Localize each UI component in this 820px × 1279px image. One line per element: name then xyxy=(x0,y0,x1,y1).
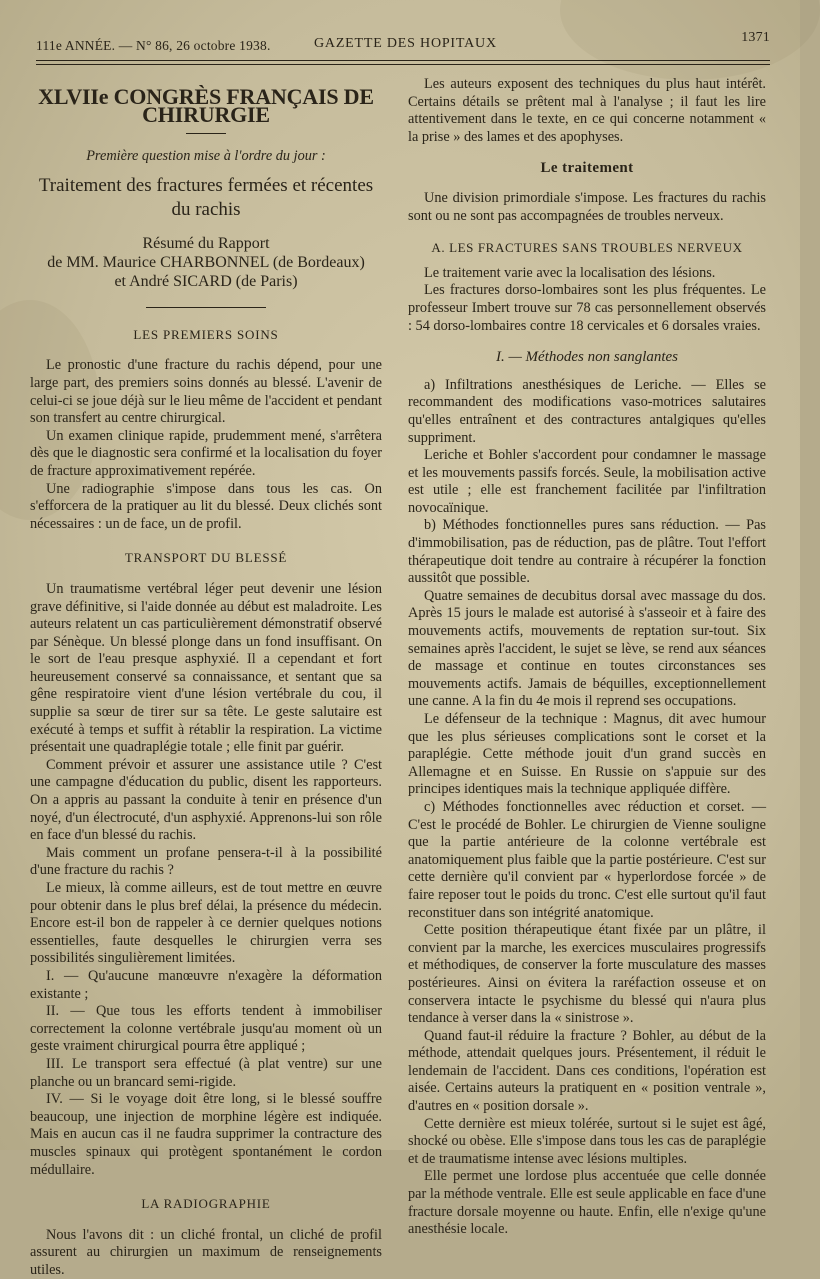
paragraph: Quatre semaines de decubitus dorsal avec massage du dos. Après 15 jours le malade est autorisé à s'asseoir et à faire des mouvements actifs, mouvements de reptation sur-tout. Six semaines après l'accident, le sujet se lève, se rend aux séances de massage et continue en toutes circonstances ses mouvements actifs. Jamais de béquilles, exceptionnellement une canne. A la fin du 4e mois il reprend ses occupations. xyxy=(408,587,766,710)
issue-info: 111e ANNÉE. — N° 86, 26 octobre 1938. xyxy=(36,38,271,53)
heading-methodes-non-sanglantes: I. — Méthodes non sanglantes xyxy=(495,349,679,366)
list-item-4: IV. — Si le voyage doit être long, si le blessé souffre beaucoup, une injection de morphine légère est indiquée. Mais en aucun cas il ne faudra supprimer la contracture des muscles spinaux qui protègent spontanément le cordon médullaire. xyxy=(30,1091,382,1178)
paragraph: Le pronostic d'une fracture du rachis dépend, pour une large part, des premiers soins donnés au blessé. L'avenir de celui-ci se joue déjà sur le lieu même de l'accident et pendant son transfert au centre chirurgical. xyxy=(30,357,382,427)
resume-line-2: de MM. Maurice CHARBONNEL (de Bordeaux) xyxy=(47,253,365,271)
paragraph: Une division primordiale s'impose. Les fractures du rachis sont ou ne sont pas accompagnées de troubles nerveux. xyxy=(408,189,766,224)
paragraph: Comment prévoir et assurer une assistance utile ? C'est une campagne d'éducation du public, disent les rapporteurs. On a appris au passant la conduite à tenir en présence d'un noyé, d'un électrocuté, d'un asphyxié. Apprenons-lui son rôle en face d'un blessé du rachis. xyxy=(30,756,382,844)
paragraph: c) Méthodes fonctionnelles avec réduction et corset. — C'est le procédé de Bohler. Le chirurgien de Vienne souligne que la partie antérieure de la colonne vertébrale est anatomiquement plus faible que la partie postérieure. C'est sur cette dernière qu'il convient par « hyperlordose forcée » de faire reposer tout le poids du tronc. C'est elle surtout qu'il faut reconstituer dans son intégrité anatomique. xyxy=(408,798,766,921)
question-line: Première question mise à l'ordre du jour : xyxy=(86,148,326,165)
topic-line-2: du rachis xyxy=(171,198,241,220)
left-column xyxy=(30,76,382,1279)
heading-traitement: Le traitement xyxy=(540,160,634,177)
page-header xyxy=(36,30,770,56)
paragraph: a) Infiltrations anesthésiques de Leriche. — Elles se recommandent des modifications vaso-motrices salutaires qu'elles entraînent et des contractures antalgiques qu'elles suppriment. xyxy=(408,376,766,446)
article-topic xyxy=(30,174,382,222)
report-summary-heading xyxy=(30,234,382,291)
paragraph: Cette dernière est mieux tolérée, surtout si le sujet est âgé, shocké ou obèse. Elle s'impose dans tous les cas de paraplégie et de traumatisme intense avec lésions multiples. xyxy=(408,1115,766,1167)
heading-sans-troubles: A. LES FRACTURES SANS TROUBLES NERVEUX xyxy=(431,240,743,256)
paragraph: Une radiographie s'impose dans tous les cas. On s'efforcera de la pratiquer au lit du blessé. Deux clichés sont nécessaires : un de face, un de profil. xyxy=(30,480,382,532)
paragraph: Leriche et Bohler s'accordent pour condamner le massage et les mouvements passifs forcés. Seule, la mobilisation active est utile ; elle est franchement facilitée par l'infiltration novocaïnique. xyxy=(408,447,766,516)
journal-title: GAZETTE DES HOPITAUX xyxy=(314,36,497,51)
paragraph: Cette position thérapeutique étant fixée par un plâtre, il convient par la marche, les exercices musculaires progressifs et méthodiques, de conserver la forte musculature des masses postérieures. Ainsi on évitera la raréfaction osseuse et on conservera intacte le psychisme du blessé qui n'aura plus tendance à verser dans la « sinistrose ». xyxy=(408,922,766,1027)
header-rule-thin xyxy=(36,64,770,65)
paragraph: Un traumatisme vertébral léger peut devenir une lésion grave définitive, si l'aide donnée au début est maladroite. Les auteurs relatent un cas particulièrement démonstratif observé par Sénèque. Un blessé plonge dans un fond insuffisant. On le sort de l'eau presque asphyxié. Il a cependant et fort heureusement conservé sa connaissance, et sentant que sa gêne respiratoire vient d'une lésion vertébrale du cou, il supplie sa sœur de tirer sur sa tête. Le geste salutaire est exécuté à temps et suffit à rétablir la respiration. La victime présentait une quadraplégie totale ; elle finit par guérir. xyxy=(30,580,382,756)
paragraph: Les auteurs exposent des techniques du plus haut intérêt. Certains détails se prêtent mal à l'analyse ; il faut les lire attentivement dans le texte, en ce qui concerne notamment « la prise » des lames et des apophyses. xyxy=(408,76,766,145)
section-radiographie: LA RADIOGRAPHIE xyxy=(141,1196,271,1212)
topic-line-1: Traitement des fractures fermées et récentes xyxy=(38,174,374,196)
resume-line-3: et André SICARD (de Paris) xyxy=(114,272,298,290)
paragraph: Mais comment un profane pensera-t-il à la possibilité d'une fracture du rachis ? xyxy=(30,844,382,879)
header-rule xyxy=(36,60,770,61)
section-divider xyxy=(146,307,266,308)
paragraph: b) Méthodes fonctionnelles pures sans réduction. — Pas d'immobilisation, pas de réduction, pas de plâtre. Tout l'effort thérapeutique doit tendre au contraire à récupérer la fonction aussitôt que possible. xyxy=(408,517,766,587)
paragraph: Le traitement varie avec la localisation des lésions. xyxy=(424,264,716,281)
right-column xyxy=(408,76,766,1239)
paragraph: Elle permet une lordose plus accentuée que celle donnée par la méthode ventrale. Elle est seule applicable en face d'une fracture dorsale moyenne ou haute. Enfin, elle n'exige qu'une anesthésie locale. xyxy=(408,1168,766,1238)
paragraph: Les fractures dorso-lombaires sont les plus fréquentes. Le professeur Imbert trouve sur 78 cas personnellement observés : 54 dorso-lombaires contre 18 cervicales et 6 dorsales vraies. xyxy=(408,282,766,334)
title-divider xyxy=(186,133,226,134)
list-item-3: III. Le transport sera effectué (à plat ventre) sur une planche ou un brancard semi-rigide. xyxy=(30,1055,382,1090)
section-transport: TRANSPORT DU BLESSÉ xyxy=(124,550,288,566)
paragraph: Quand faut-il réduire la fracture ? Bohler, au début de la méthode, attendait quelques jours. Présentement, il réduit le lendemain de l'accident. Dans ces conditions, l'opération est aisée. Certains auteurs la pratiquent en « position ventrale », d'autres en « position dorsale ». xyxy=(408,1027,766,1115)
list-item-1: I. — Qu'aucune manœuvre n'exagère la déformation existante ; xyxy=(30,967,382,1002)
list-item-2: II. — Que tous les efforts tendent à immobiliser correctement la colonne vertébrale jusqu'au moment où un geste vraiment chirurgical pourra être appliqué ; xyxy=(30,1003,382,1055)
section-premiers-soins: LES PREMIERS SOINS xyxy=(133,326,279,342)
resume-line-1: Résumé du Rapport xyxy=(142,234,270,252)
paragraph: Le mieux, là comme ailleurs, est de tout mettre en œuvre pour obtenir dans le plus bref délai, la présence du médecin. Encore est-il bon de rappeler à ce dernier quelques notions essentielles, faute desquelles le chirurgien verra ses possibilités singulièrement limitées. xyxy=(30,880,382,967)
paragraph: Un examen clinique rapide, prudemment mené, s'arrêtera dès que le diagnostic sera confirmé et la localisation du foyer de fracture approximativement repérée. xyxy=(30,427,382,479)
paragraph: Nous l'avons dit : un cliché frontal, un cliché de profil assurent au chirurgien un maximum de renseignements utiles. xyxy=(30,1226,382,1278)
page-number: 1371 xyxy=(741,30,770,45)
congress-title: XLVIIe CONGRÈS FRANÇAIS DE CHIRURGIE xyxy=(38,84,374,127)
paragraph: Le défenseur de la technique : Magnus, dit avec humour que les plus sérieuses complications sont le corset et la paraplégie. Cette méthode jouit d'un grand succès en Allemagne et en Suisse. En Russie on s'appuie sur des principes identiques mais la technique appliquée diffère. xyxy=(408,711,766,798)
